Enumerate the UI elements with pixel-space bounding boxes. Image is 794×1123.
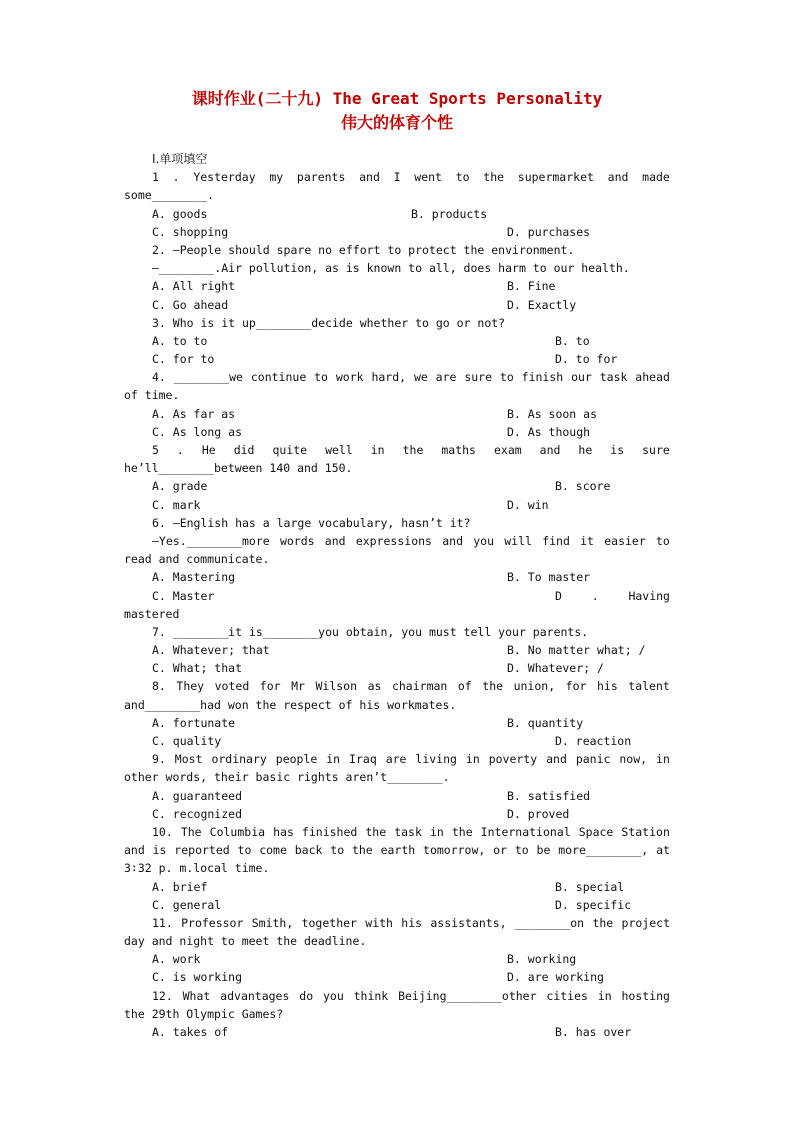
- q1-option-a: A. goods: [152, 206, 208, 221]
- word: reported: [174, 843, 230, 858]
- q9-option-b: B. satisfied: [507, 788, 591, 803]
- word: to: [314, 370, 328, 385]
- q11-option-d: D. are working: [507, 970, 604, 985]
- section-heading: Ⅰ.单项填空: [152, 152, 208, 166]
- q11-option-b: B. working: [507, 952, 577, 967]
- word: earth: [380, 843, 416, 858]
- q10-option-d: D. specific: [555, 897, 632, 912]
- word: or: [493, 843, 508, 858]
- page-subtitle: 伟大的体育个性: [340, 113, 453, 132]
- question-8-line-1: [124, 677, 670, 695]
- word: and: [442, 533, 463, 548]
- q4-option-b: B. As soon as: [507, 406, 598, 421]
- word: he: [578, 443, 593, 457]
- word: union,: [513, 679, 556, 694]
- word: and: [607, 170, 629, 185]
- page-title: 课时作业(二十九) The Great Sports Personality: [191, 89, 603, 108]
- word: in: [326, 752, 341, 767]
- word: the: [451, 824, 473, 839]
- word: maths: [441, 443, 476, 457]
- word: we: [413, 370, 428, 385]
- word: at: [656, 843, 670, 858]
- q7-option-a: A. Whatever; that: [152, 643, 270, 658]
- word: in: [465, 752, 480, 767]
- question-4-line-2: of time.: [124, 388, 180, 403]
- word: Having: [628, 588, 670, 603]
- q7-option-b: B. No matter what; /: [507, 643, 646, 658]
- word: will: [504, 533, 532, 548]
- question-11-line-1: [124, 914, 670, 932]
- q12-option-a: A. takes of: [152, 1025, 229, 1039]
- q9-option-a: A. guaranteed: [152, 788, 243, 803]
- question-4-line-1: [124, 368, 670, 386]
- q5-option-c: C. mark: [152, 497, 201, 512]
- word: voted: [214, 679, 250, 694]
- question-6-line-3: read and communicate.: [124, 552, 270, 567]
- question-5-line-1: [124, 441, 670, 459]
- word: in: [429, 824, 444, 839]
- word: to: [514, 843, 529, 858]
- q4-option-a: A. As far as: [152, 406, 236, 421]
- word: the: [483, 170, 505, 185]
- q3-option-c: C. for to: [152, 352, 215, 367]
- q6-option-a: A. Mastering: [152, 570, 236, 585]
- word: and: [359, 170, 380, 185]
- word: his: [596, 679, 618, 694]
- word: Iraq: [349, 752, 377, 767]
- q8-option-c: C. quality: [152, 734, 222, 748]
- word: project: [621, 915, 670, 930]
- word: The: [180, 824, 202, 839]
- word: made: [642, 170, 670, 185]
- q6-option-b: B. To master: [507, 570, 591, 585]
- word: went: [414, 170, 442, 185]
- word: it: [580, 533, 594, 548]
- q7-option-c: C. What; that: [152, 661, 243, 676]
- word: exam: [493, 443, 522, 457]
- word: poverty: [488, 752, 538, 767]
- word: 8.: [152, 679, 166, 694]
- word: together: [301, 915, 357, 930]
- word: finished: [301, 824, 358, 839]
- word: .: [172, 170, 180, 185]
- q5-option-d: D. win: [507, 497, 549, 512]
- word: be: [536, 843, 551, 858]
- word: back: [294, 843, 323, 858]
- question-2-line-1: 2. —People should spare no effort to protect the environment.: [152, 242, 575, 257]
- question-9-line-1: [124, 750, 670, 768]
- word: as: [367, 679, 382, 694]
- word: people: [275, 752, 318, 767]
- word: you: [473, 533, 495, 548]
- word: —Yes.________more: [152, 533, 270, 548]
- word: the: [365, 824, 387, 839]
- word: and: [546, 752, 567, 767]
- word: hard,: [371, 370, 407, 385]
- word: living: [415, 752, 457, 767]
- word: easier: [604, 533, 646, 548]
- word: find: [542, 533, 570, 548]
- word: .: [591, 588, 599, 603]
- word: 5: [152, 443, 159, 457]
- word: to: [330, 843, 345, 858]
- word: well: [325, 443, 353, 457]
- word: in: [656, 752, 670, 767]
- word: Most: [174, 752, 203, 767]
- word: now,: [619, 752, 648, 767]
- question-9-line-2: other words, their basic rights aren’t________.: [124, 770, 450, 785]
- q2-option-c: C. Go ahead: [152, 297, 229, 312]
- word: Professor: [181, 915, 244, 930]
- word: for: [259, 679, 281, 694]
- word: words: [279, 533, 315, 548]
- word: I: [393, 170, 401, 185]
- q1-option-b: B. products: [411, 206, 488, 221]
- word: 4.: [152, 370, 166, 385]
- word: continue: [250, 370, 307, 385]
- word: to: [237, 843, 252, 858]
- word: Yesterday: [193, 170, 256, 185]
- word: .: [176, 443, 184, 457]
- word: ________on: [514, 915, 585, 930]
- word: are: [385, 752, 407, 767]
- q3-option-a: A. to to: [152, 333, 208, 348]
- q3-option-b: B. to: [555, 333, 590, 348]
- word: in: [370, 443, 385, 457]
- word: you: [322, 988, 344, 1003]
- word: They: [176, 679, 205, 694]
- q2-option-a: A. All right: [152, 279, 236, 294]
- word: What: [182, 988, 211, 1003]
- word: tomorrow,: [423, 843, 486, 858]
- q9-option-c: C. recognized: [152, 806, 243, 821]
- word: He: [201, 443, 216, 457]
- word: ________we: [173, 370, 243, 385]
- word: in: [597, 988, 612, 1003]
- word: with: [365, 915, 393, 930]
- word: task: [599, 370, 628, 385]
- q3-option-d: D. to for: [555, 352, 618, 367]
- word: 10.: [152, 824, 173, 839]
- exercise-body: [124, 150, 670, 1041]
- word: the: [482, 679, 504, 694]
- word: finish: [521, 370, 564, 385]
- question-1-line-2: some________.: [124, 188, 215, 203]
- word: panic: [575, 752, 611, 767]
- q8-option-a: A. fortunate: [152, 715, 236, 730]
- word: D: [555, 588, 562, 603]
- q11-option-a: A. work: [152, 952, 201, 967]
- word: has: [273, 824, 294, 839]
- word: parents: [296, 170, 346, 185]
- word: his: [401, 915, 423, 930]
- word: work: [335, 370, 364, 385]
- question-10-line-3: 3∶32 p. m.local time.: [124, 861, 270, 876]
- word: talent: [628, 679, 670, 694]
- word: 9.: [152, 752, 166, 767]
- q2-option-b: B. Fine: [507, 279, 556, 294]
- word: sure: [464, 370, 493, 385]
- q8-option-b: B. quantity: [507, 715, 584, 730]
- q8-option-d: D. reaction: [555, 734, 632, 748]
- question-10-line-2: [124, 841, 670, 859]
- word: International: [480, 824, 571, 839]
- question-12-line-2: the 29th Olympic Games?: [124, 1006, 284, 1021]
- question-6-line-2: [124, 532, 670, 550]
- word: more________,: [558, 843, 649, 858]
- q6-option-d: [555, 587, 670, 605]
- word: our: [571, 370, 592, 385]
- word: 12.: [152, 988, 173, 1003]
- word: ordinary: [211, 752, 267, 767]
- q5-option-a: A. grade: [152, 479, 208, 494]
- word: did: [233, 443, 255, 457]
- word: supermarket: [517, 170, 594, 185]
- question-7-line-1: 7. ________it is________you obtain, you must tell your parents.: [152, 624, 589, 639]
- question-12-line-1: [124, 987, 670, 1005]
- word: and: [539, 443, 561, 457]
- word: is: [152, 843, 167, 858]
- question-8-line-2: and________had won the respect of his workmates.: [124, 697, 457, 712]
- q7-option-d: D. Whatever; /: [507, 661, 604, 676]
- word: do: [299, 988, 314, 1003]
- word: advantages: [220, 988, 290, 1003]
- q11-option-c: C. is working: [152, 970, 243, 985]
- q6-option-c: C. Master: [152, 588, 215, 603]
- word: of: [457, 679, 472, 694]
- word: sure: [642, 443, 670, 457]
- word: hosting: [621, 988, 670, 1003]
- question-2-line-2: —________.Air pollution, as is known to all, does harm to our health.: [152, 261, 630, 276]
- word: come: [259, 843, 287, 858]
- q2-option-d: D. Exactly: [507, 297, 577, 312]
- word: think: [353, 988, 389, 1003]
- word: chairman: [391, 679, 448, 694]
- question-5-line-2: he’ll________between 140 and 150.: [124, 461, 353, 476]
- q4-option-d: D. As though: [507, 424, 591, 439]
- word: ahead: [635, 370, 670, 385]
- q10-option-c: C. general: [152, 897, 222, 912]
- word: is: [610, 443, 625, 457]
- word: Space: [578, 824, 614, 839]
- word: Smith,: [251, 915, 294, 930]
- word: for: [565, 679, 587, 694]
- word: the: [402, 443, 424, 457]
- word: Station: [621, 824, 670, 839]
- word: 11.: [152, 915, 173, 930]
- q5-option-b: B. score: [555, 479, 611, 494]
- word: quite: [272, 443, 308, 457]
- word: task: [394, 824, 422, 839]
- word: expressions: [355, 533, 432, 548]
- q12-option-b: B. has over: [555, 1025, 632, 1039]
- word: and: [124, 843, 145, 858]
- q4-option-c: C. As long as: [152, 424, 243, 439]
- question-3-line-1: 3. Who is it up________decide whether to go or not?: [152, 315, 506, 330]
- word: Mr: [291, 679, 305, 694]
- word: to: [656, 533, 670, 548]
- word: to: [455, 170, 470, 185]
- word: the: [351, 843, 373, 858]
- question-10-line-1: [124, 823, 670, 841]
- word: are: [435, 370, 457, 385]
- q9-option-d: D. proved: [507, 806, 570, 821]
- question-11-line-2: day and night to meet the deadline.: [124, 934, 367, 949]
- word: Columbia: [209, 824, 266, 839]
- word: my: [269, 170, 284, 185]
- word: the: [592, 915, 614, 930]
- q6-option-d-continued: mastered: [124, 606, 180, 621]
- word: and: [324, 533, 346, 548]
- word: 1: [152, 170, 159, 185]
- q1-option-c: C. shopping: [152, 224, 229, 239]
- q1-option-d: D. purchases: [507, 224, 591, 239]
- word: cities: [546, 988, 588, 1003]
- q10-option-a: A. brief: [152, 879, 208, 894]
- question-6-line-1: 6. —English has a large vocabulary, hasn’t it?: [152, 515, 471, 530]
- word: assistants,: [430, 915, 507, 930]
- word: to: [499, 370, 514, 385]
- q10-option-b: B. special: [555, 879, 625, 894]
- question-1-line-1: [124, 168, 670, 186]
- word: Wilson: [315, 679, 358, 694]
- word: Beijing________other: [398, 988, 537, 1003]
